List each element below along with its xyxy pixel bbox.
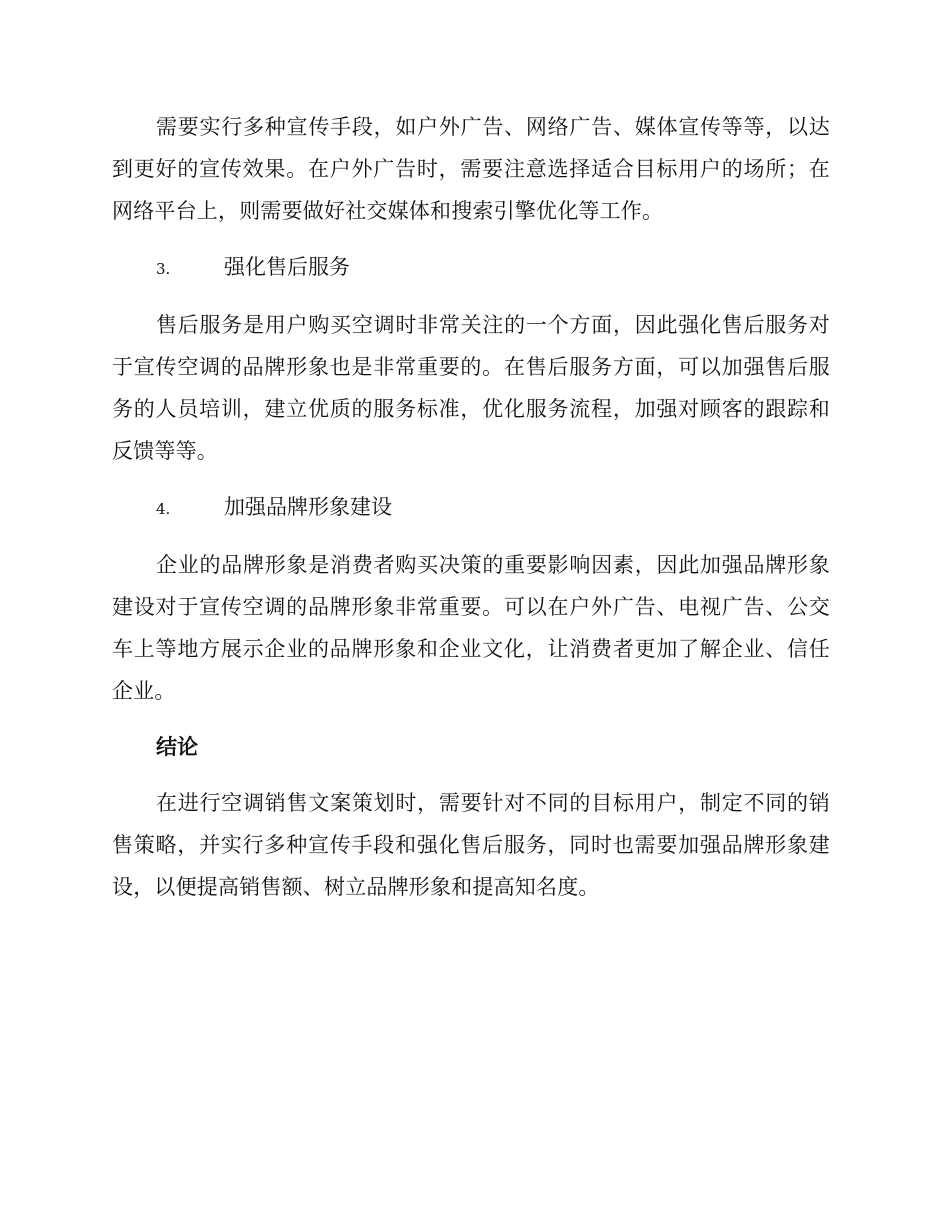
paragraph-advertising: 需要实行多种宣传手段，如户外广告、网络广告、媒体宣传等等，以达到更好的宣传效果。在户外广告时，需要注意选择适合目标用户的场所；在网络平台上，则需要做好社交媒体和搜索引擎优化等工作。 — [112, 115, 830, 223]
paragraph-conclusion: 在进行空调销售文案策划时，需要针对不同的目标用户，制定不同的销售策略，并实行多种宣传手段和强化售后服务，同时也需要加强品牌形象建设，以便提高销售额、树立品牌形象和提高知名度。 — [112, 791, 830, 899]
list-item-4 — [112, 486, 830, 530]
spacer — [112, 290, 830, 304]
spacer — [112, 530, 830, 544]
paragraph-brand-image: 企业的品牌形象是消费者购买决策的重要影响因素，因此加强品牌形象建设对于宣传空调的品牌形象非常重要。可以在户外广告、电视广告、公交车上等地方展示企业的品牌形象和企业文化，让消费者更加了解企业、信任企业。 — [112, 553, 830, 703]
paragraph-after-sales: 售后服务是用户购买空调时非常关注的一个方面，因此强化售后服务对于宣传空调的品牌形象也是非常重要的。在售后服务方面，可以加强售后服务的人员培训，建立优质的服务标准，优化服务流程，加强对顾客的跟踪和反馈等等。 — [112, 313, 830, 463]
list-item-3 — [112, 246, 830, 290]
section-heading-conclusion: 结论 — [156, 735, 198, 759]
spacer — [112, 232, 830, 246]
spacer — [112, 472, 830, 486]
list-number: 4. — [156, 500, 171, 518]
spacer — [112, 768, 830, 782]
list-title: 加强品牌形象建设 — [224, 495, 392, 519]
list-title: 强化售后服务 — [224, 255, 350, 279]
spacer — [112, 712, 830, 726]
document-page — [112, 106, 830, 908]
list-number: 3. — [156, 260, 171, 278]
